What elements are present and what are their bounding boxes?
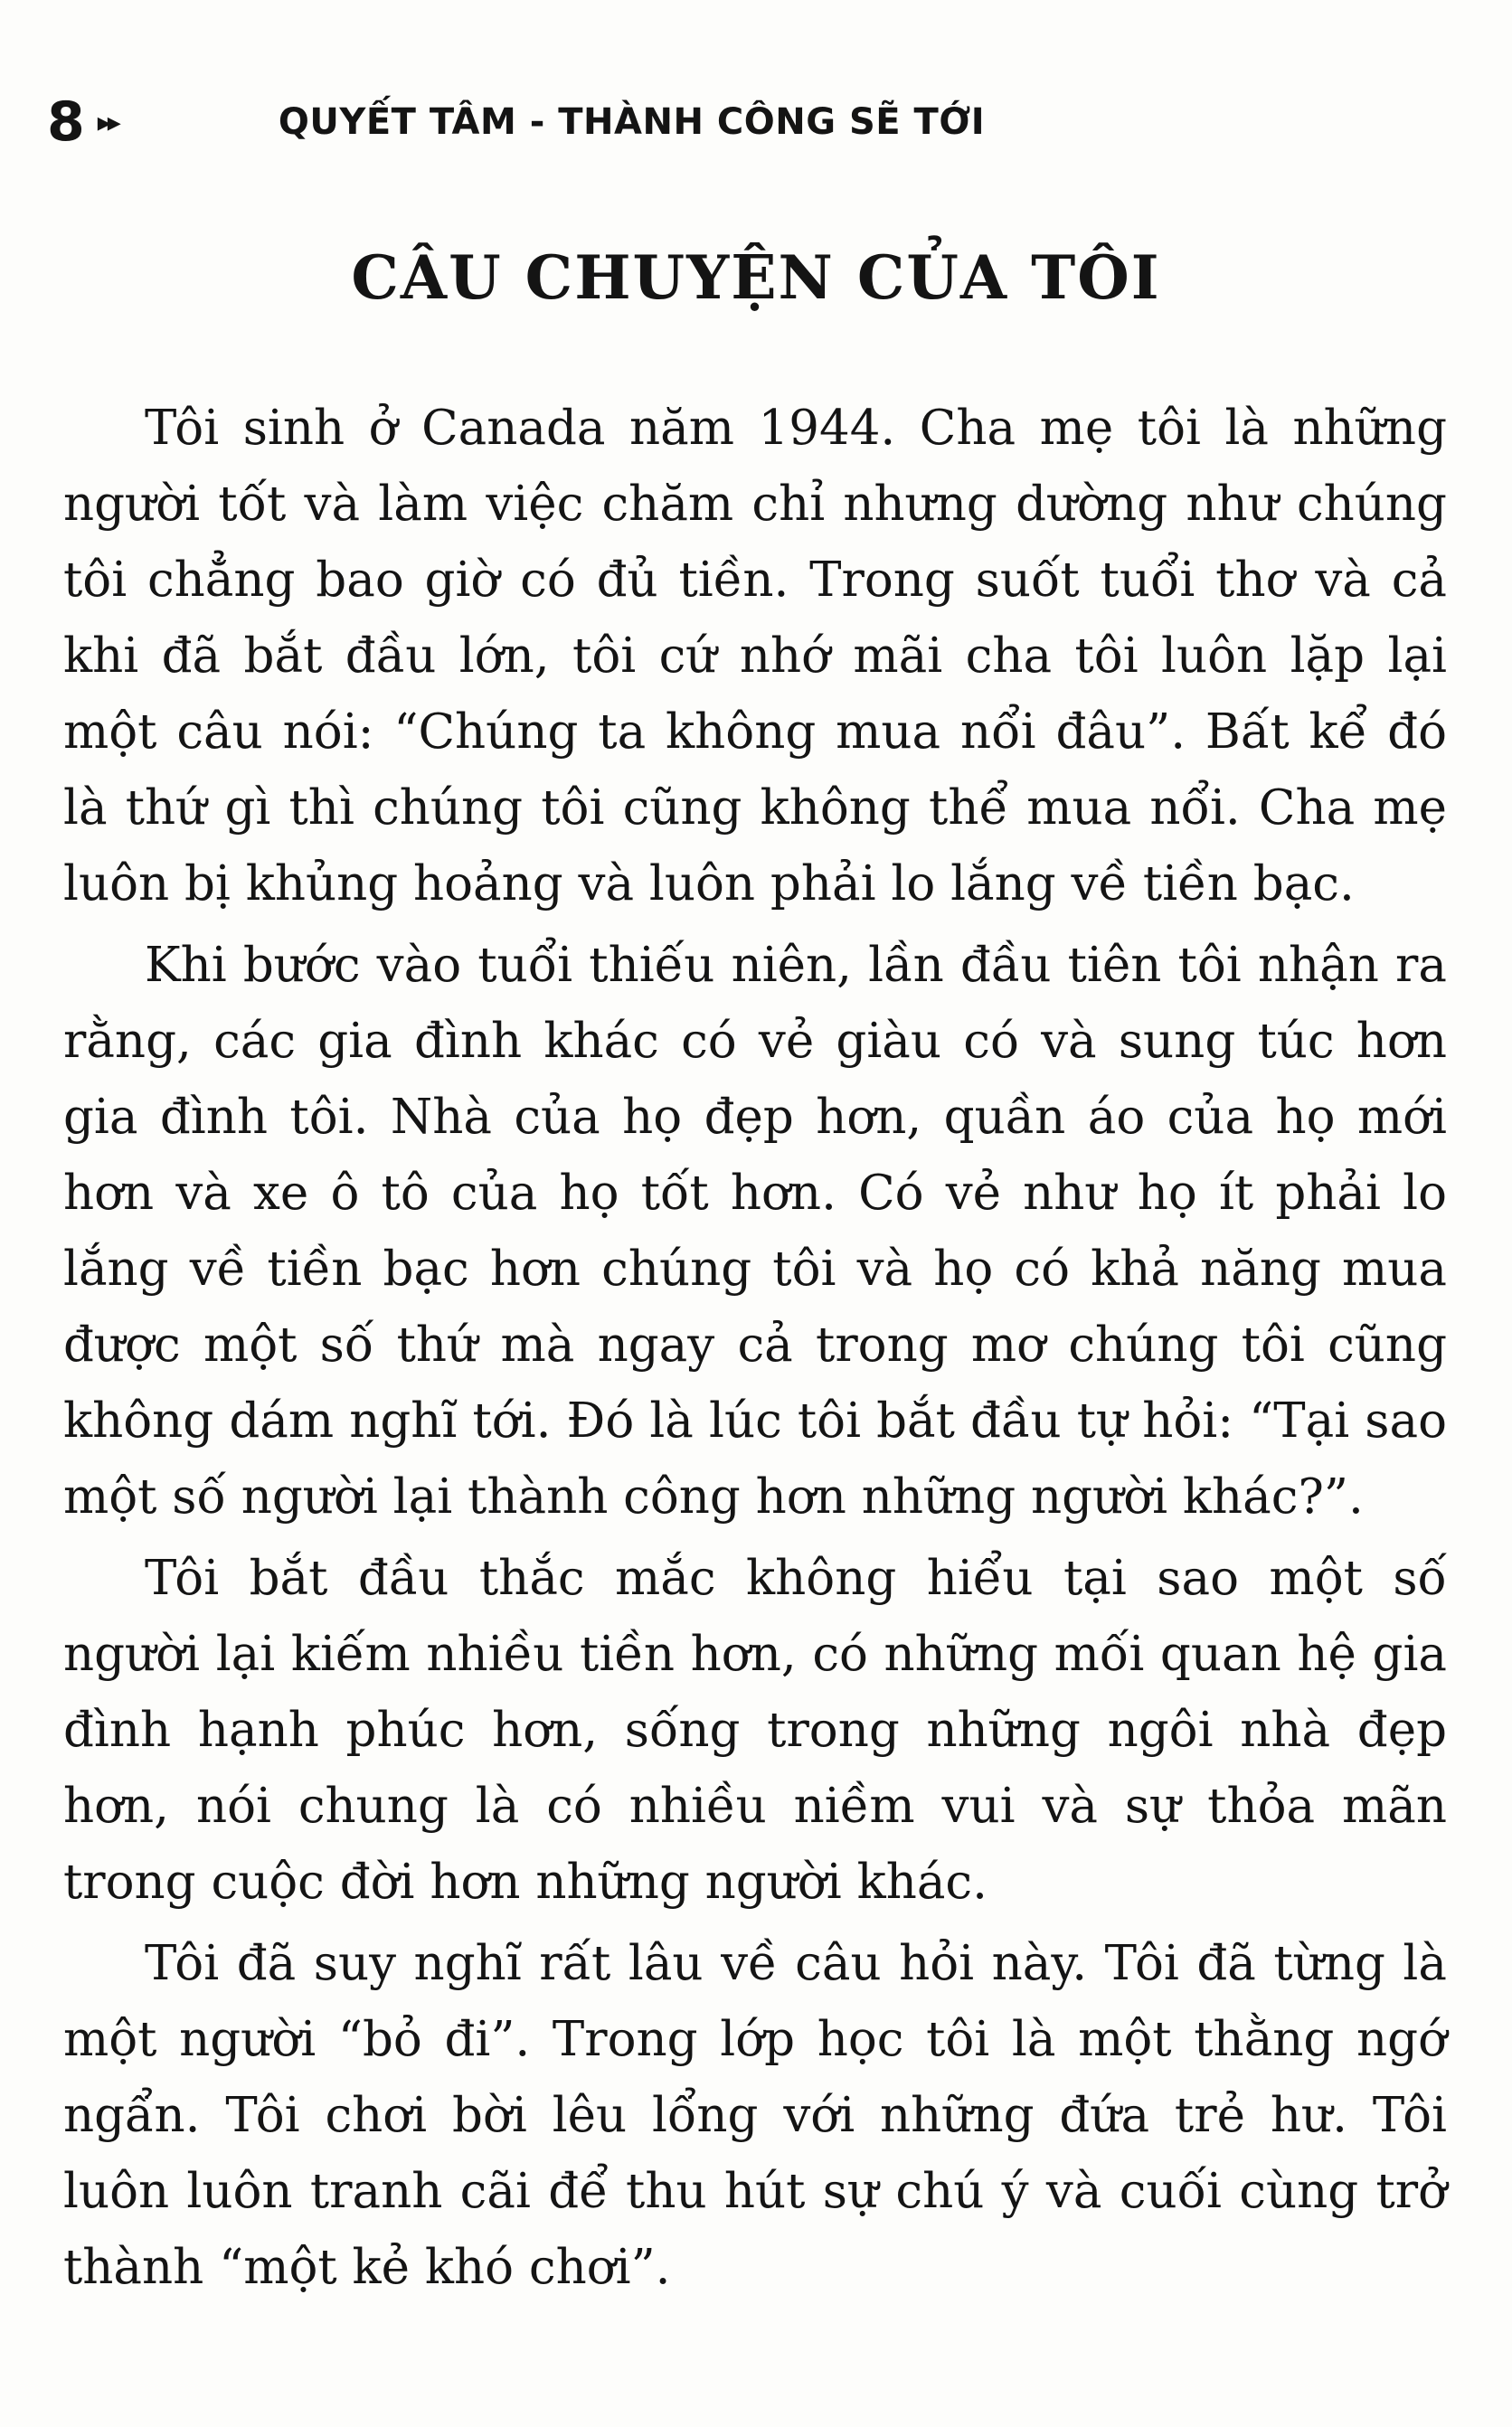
page-number: 8 — [47, 90, 85, 154]
running-header — [47, 90, 1042, 154]
paragraph-3: Tôi bắt đầu thắc mắc không hiểu tại sao một số người lại kiếm nhiều tiền hơn, có những mối quan hệ gia đình hạnh phúc hơn, sống trong những ngôi nhà đẹp hơn, nói chung là có nhiều niềm vui và sự thỏa mãn trong cuộc đời hơn những người khác. — [63, 1551, 1447, 1910]
body-text — [63, 391, 1447, 2306]
paragraph-4: Tôi đã suy nghĩ rất lâu về câu hỏi này. Tôi đã từng là một người “bỏ đi”. Trong lớp học tôi là một thằng ngớ ngẩn. Tôi chơi bời lêu lổng với những đứa trẻ hư. Tôi luôn luôn tranh cãi để thu hút sự chú ý và cuối cùng trở thành “một kẻ khó chơi”. — [63, 1936, 1447, 2295]
running-title: QUYẾT TÂM - THÀNH CÔNG SẼ TỚI — [278, 101, 986, 143]
chapter-title: CÂU CHUYỆN CỦA TÔI — [351, 242, 1161, 313]
paragraph-1: Tôi sinh ở Canada năm 1944. Cha mẹ tôi là những người tốt và làm việc chăm chỉ nhưng dường như chúng tôi chẳng bao giờ có đủ tiền. Trong suốt tuổi thơ và cả khi đã bắt đầu lớn, tôi cứ nhớ mãi cha tôi luôn lặp lại một câu nói: “Chúng ta không mua nổi đâu”. Bất kể đó là thứ gì thì chúng tôi cũng không thể mua nổi. Cha mẹ luôn bị khủng hoảng và luôn phải lo lắng về tiền bạc. — [63, 401, 1447, 911]
paragraph-2: Khi bước vào tuổi thiếu niên, lần đầu tiên tôi nhận ra rằng, các gia đình khác có vẻ giàu có và sung túc hơn gia đình tôi. Nhà của họ đẹp hơn, quần áo của họ mới hơn và xe ô tô của họ tốt hơn. Có vẻ như họ ít phải lo lắng về tiền bạc hơn chúng tôi và họ có khả năng mua được một số thứ mà ngay cả trong mơ chúng tôi cũng không dám nghĩ tới. Đó là lúc tôi bắt đầu tự hỏi: “Tại sao một số người lại thành công hơn những người khác?”. — [63, 938, 1447, 1525]
header-ornament-icon: ▸▸ — [97, 106, 118, 138]
